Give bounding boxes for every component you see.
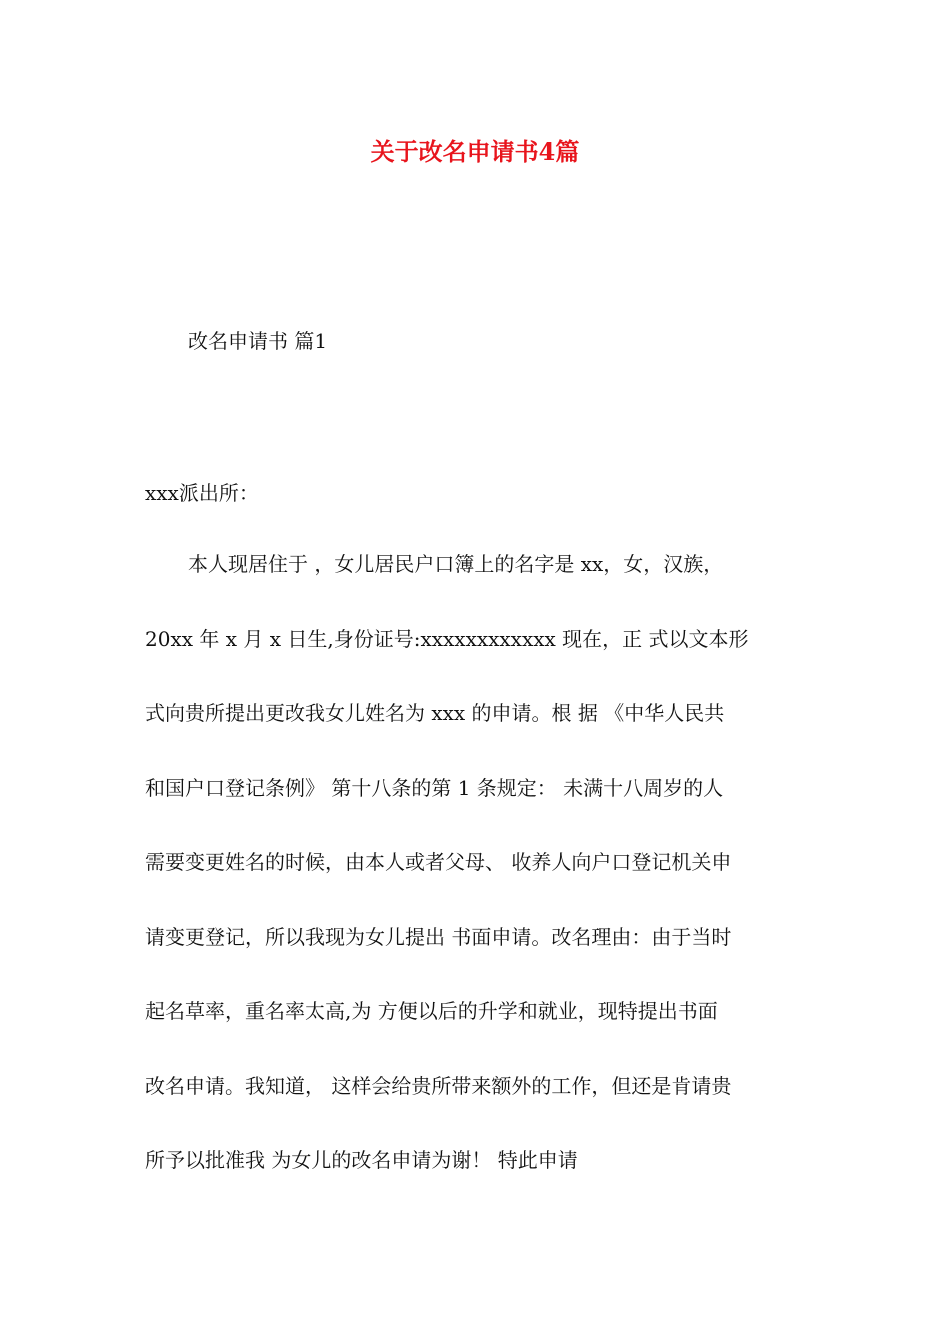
body-line: 20xx 年 x 月 x 日生,身份证号:xxxxxxxxxxxx 现在，正 式以文本形 [145, 626, 749, 651]
body-line: 和国户口登记条例》 第十八条的第 1 条规定： 未满十八周岁的人 [145, 775, 724, 800]
body-line: 起名草率，重名率太高,为 方便以后的升学和就业，现特提出书面 [145, 999, 718, 1023]
body-line: 改名申请。我知道， 这样会给贵所带来额外的工作，但还是肯请贵 [145, 1073, 732, 1098]
body-line: 式向贵所提出更改我女儿姓名为 xxx 的申请。根 据 《中华人民共 [145, 701, 725, 725]
section-heading: 改名申请书 篇1 [188, 329, 328, 353]
body-line: 本人现居住于 ，女儿居民户口簿上的名字是 xx，女，汉族， [188, 552, 724, 576]
document-title: 关于改名申请书4篇 [370, 137, 580, 166]
salutation: xxx派出所： [145, 481, 259, 505]
body-line: 所予以批准我 为女儿的改名申请为谢！ 特此申请 [145, 1148, 578, 1172]
body-line: 需要变更姓名的时候，由本人或者父母、 收养人向户口登记机关申 [145, 850, 732, 874]
letter-body [145, 546, 825, 1217]
body-line: 请变更登记，所以我现为女儿提出 书面申请。改名理由：由于当时 [145, 924, 732, 949]
